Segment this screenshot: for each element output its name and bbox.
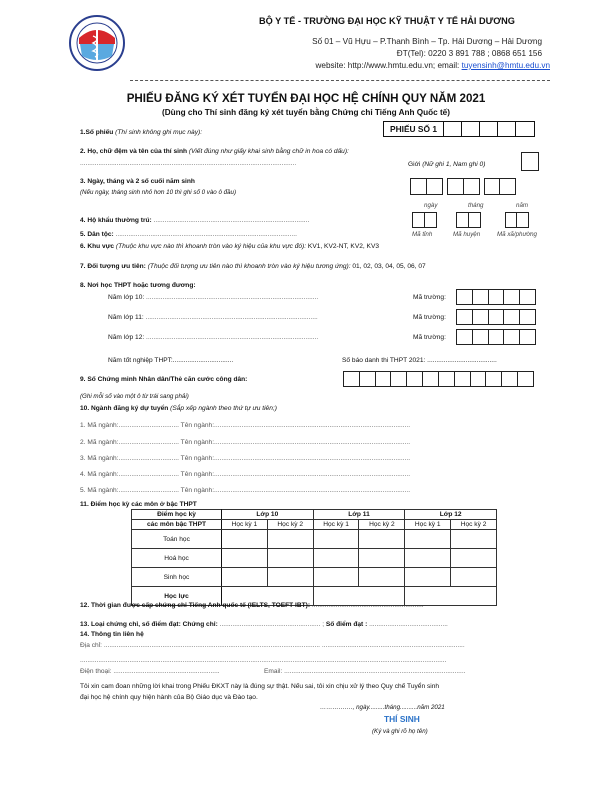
month-box[interactable] <box>447 178 464 195</box>
org-name: BỘ Y TẾ - TRƯỜNG ĐẠI HỌC KỸ THUẬT Y TẾ HẢI DƯƠNG <box>259 16 515 26</box>
s12-label: 12. Thời gian được cấp chứng chỉ Tiếng Anh quốc tế (IELTS, TOEFT IBT): <box>80 602 311 609</box>
id-digit-box[interactable] <box>454 371 471 387</box>
s11-label: 11. Điểm học kỳ các môn ở bậc THPT <box>80 501 197 508</box>
score-cell[interactable] <box>222 549 268 568</box>
pledge-line-1: Tôi xin cam đoan những lời khai trong Phiếu ĐKXT này là đúng sự thật. Nếu sai, tôi xin chịu xử lý theo Quy chế Tuyển sinh <box>80 683 440 690</box>
score-cell[interactable] <box>451 530 497 549</box>
term-header: Học kỳ 1 <box>405 520 451 530</box>
ticket-digit-box[interactable] <box>498 122 516 136</box>
s14-label: 14. Thông tin liên hệ <box>80 631 144 638</box>
s7-label: 7. Đối tượng ưu tiên: <box>80 263 146 270</box>
grade11-field[interactable]: .............................................................................................. <box>143 314 318 321</box>
email-link[interactable]: tuyensinh@hmtu.edu.vn <box>461 61 550 70</box>
gender-label <box>408 161 485 168</box>
grade-12-header: Lớp 12 <box>405 510 497 520</box>
major-row-3 <box>80 455 410 462</box>
s7-note: (Thuộc đối tượng ưu tiên nào thì khoanh tròn vào ký hiệu tương ứng): <box>145 263 351 270</box>
id-digit-box[interactable] <box>343 371 360 387</box>
major-name-field[interactable]: Tên ngành:........................................................................................................... <box>180 471 411 478</box>
birthdate-boxes <box>410 178 516 195</box>
subject-chemistry: Hoá học <box>132 549 222 568</box>
s2-label: 2. Họ, chữ đệm và tên của thí sinh <box>80 148 188 155</box>
major-code-field[interactable]: 5. Mã ngành:................................. <box>80 487 179 494</box>
section-5 <box>80 231 297 238</box>
graduation-year-field[interactable]: Năm tốt nghiệp THPT:................................. <box>108 357 234 364</box>
grade10-label: Năm lớp 10: <box>108 294 145 301</box>
province-caption: Mã tỉnh <box>412 231 433 238</box>
ticket-digit-box[interactable] <box>516 122 534 136</box>
ticket-label: PHIẾU SỐ 1 <box>384 122 444 136</box>
address-field-2[interactable]: ........................................................................................................................................................................................................ <box>80 657 447 664</box>
major-code-field[interactable]: 3. Mã ngành:................................. <box>80 455 179 462</box>
major-row-5 <box>80 487 410 494</box>
school-code-box[interactable] <box>519 309 536 325</box>
id-digit-box[interactable] <box>470 371 487 387</box>
org-website-line <box>316 61 551 70</box>
signature-note: (Ký và ghi rõ họ tên) <box>372 728 428 735</box>
id-digit-box[interactable] <box>438 371 455 387</box>
section-7 <box>80 263 426 270</box>
org-address: Số 01 – Vũ Hựu – P.Thanh Bình – Tp. Hải Dương – Hải Dương <box>312 37 542 46</box>
school-code-box[interactable] <box>472 309 489 325</box>
exam-id-field[interactable]: Số báo danh thi THPT 2021: ...................................... <box>342 357 497 364</box>
grade11-school <box>108 314 318 321</box>
score-cell[interactable] <box>451 568 497 587</box>
phone-field[interactable]: Điện thoại: .......................................................... <box>80 668 220 675</box>
major-row-1 <box>80 422 410 429</box>
id-digit-box[interactable] <box>517 371 534 387</box>
major-code-field[interactable]: 4. Mã ngành:................................. <box>80 471 179 478</box>
month-box[interactable] <box>463 178 480 195</box>
page-title: PHIẾU ĐĂNG KÝ XÉT TUYỂN ĐẠI HỌC HỆ CHÍNH QUY NĂM 2021 <box>126 92 486 105</box>
school-code-box[interactable] <box>488 309 505 325</box>
school-code-box[interactable] <box>503 329 520 345</box>
major-name-field[interactable]: Tên ngành:........................................................................................................... <box>180 439 411 446</box>
grade12-field[interactable]: .............................................................................................. <box>144 334 319 341</box>
signature-date[interactable]: ……………., ngày.........tháng..........năm 2021 <box>320 704 445 711</box>
id-digit-box[interactable] <box>422 371 439 387</box>
grade11-code-boxes <box>456 309 536 325</box>
s3-note: (Nếu ngày, tháng sinh nhỏ hơn 10 thì ghi số 0 vào ô đầu) <box>80 189 237 196</box>
section-10 <box>80 405 277 412</box>
id-digit-box[interactable] <box>375 371 392 387</box>
school-code-box[interactable] <box>488 289 505 305</box>
ethnicity-field[interactable]: ................................................................................................... <box>113 231 297 238</box>
section-13 <box>80 621 448 628</box>
school-code-box[interactable] <box>488 329 505 345</box>
grade11-code-label: Mã trường: <box>413 314 446 321</box>
grade10-school <box>108 294 318 301</box>
address-field[interactable]: Địa chỉ: ...................................................................................................................... .............................................................................. <box>80 642 465 649</box>
id-digit-box[interactable] <box>359 371 376 387</box>
day-box[interactable] <box>410 178 427 195</box>
score-cell[interactable] <box>313 530 359 549</box>
term-header: Học kỳ 1 <box>222 520 268 530</box>
cert-type-field[interactable]: ....................................................... ; <box>217 621 326 628</box>
score-cell[interactable] <box>222 530 268 549</box>
s1-note: (Thí sinh không ghi mục này): <box>113 129 203 136</box>
id-digit-box[interactable] <box>501 371 518 387</box>
score-cell[interactable] <box>359 549 405 568</box>
s8-label: 8. Nơi học THPT hoặc tương đương: <box>80 282 196 289</box>
major-code-field[interactable]: 2. Mã ngành:................................. <box>80 439 179 446</box>
gender-text: Giới <box>408 161 421 168</box>
grade10-field[interactable]: .............................................................................................. <box>144 294 319 301</box>
residence-field[interactable]: ..................................................................................... <box>151 217 310 224</box>
page-subtitle: (Dùng cho Thí sinh đăng ký xét tuyển bằng Chứng chỉ Tiếng Anh Quốc tế) <box>162 108 450 117</box>
cert-score-field[interactable]: ........................................... <box>367 621 448 628</box>
score-cell[interactable] <box>359 530 405 549</box>
ticket-number-box <box>383 121 535 137</box>
academic-rank-label: Học lực <box>132 587 222 606</box>
ticket-digit-box[interactable] <box>462 122 480 136</box>
section-6 <box>80 243 379 250</box>
school-code-box[interactable] <box>456 289 473 305</box>
s1-label: 1.Số phiếu <box>80 129 114 136</box>
grade10-code-boxes <box>456 289 536 305</box>
grade12-code-boxes <box>456 329 536 345</box>
major-row-4 <box>80 471 410 478</box>
signature-title: THÍ SINH <box>384 714 420 724</box>
s2-note: (Viết đúng như giấy khai sinh bằng chữ in hoa có dấu): <box>187 148 349 155</box>
email-field[interactable]: Email: ................................................................................................... <box>264 668 466 675</box>
school-code-box[interactable] <box>472 329 489 345</box>
gender-box[interactable] <box>521 152 539 171</box>
school-code-box[interactable] <box>456 329 473 345</box>
grade-10-header: Lớp 10 <box>222 510 314 520</box>
day-box[interactable] <box>426 178 443 195</box>
score-cell[interactable] <box>267 549 313 568</box>
ticket-digit-box[interactable] <box>444 122 462 136</box>
s3-label: 3. Ngày, tháng và 2 số cuối năm sinh <box>80 178 195 185</box>
grade-11-header: Lớp 11 <box>313 510 405 520</box>
grade12-code-label: Mã trường: <box>413 334 446 341</box>
score-cell[interactable] <box>359 568 405 587</box>
s9-note: (Ghi mỗi số vào một ô từ trái sang phải) <box>80 393 189 400</box>
year-box[interactable] <box>499 178 516 195</box>
district-code-box[interactable] <box>468 212 481 228</box>
grades-table <box>131 509 497 606</box>
area-code-boxes <box>412 212 529 228</box>
term-header: Học kỳ 2 <box>451 520 497 530</box>
header-separator <box>130 80 550 81</box>
s10-label: 10. Ngành đăng ký dự tuyển <box>80 405 169 412</box>
score-cell[interactable] <box>267 568 313 587</box>
website-text: website: http://www.hmtu.edu.vn; email: <box>315 61 462 70</box>
gender-note: (Nữ ghi 1, Nam ghi 0) <box>420 161 486 168</box>
s9-label: 9. Số Chứng minh Nhân dân/Thẻ căn cước công dân: <box>80 376 248 383</box>
school-code-box[interactable] <box>503 309 520 325</box>
day-caption: ngày <box>424 202 438 209</box>
month-caption: tháng <box>468 202 484 209</box>
university-logo <box>68 14 126 72</box>
ticket-digit-box[interactable] <box>480 122 498 136</box>
year-box[interactable] <box>484 178 501 195</box>
id-digit-box[interactable] <box>485 371 502 387</box>
fullname-field[interactable]: ...................................................................................................................... <box>80 160 297 167</box>
grade12-school <box>108 334 318 341</box>
id-digit-box[interactable] <box>406 371 423 387</box>
score-cell[interactable] <box>267 530 313 549</box>
table-head-1: Điểm học kỳ <box>132 510 222 520</box>
s13-label: 13. Loại chứng chỉ, số điểm đạt: Chứng chỉ: <box>80 621 218 628</box>
s6-label: 6. Khu vực <box>80 243 115 250</box>
grade12-label: Năm lớp 12: <box>108 334 145 341</box>
section-2 <box>80 148 349 155</box>
term-header: Học kỳ 2 <box>267 520 313 530</box>
score-cell[interactable] <box>405 568 451 587</box>
school-code-box[interactable] <box>519 289 536 305</box>
s6-note: (Thuộc khu vực nào thì khoanh tròn vào ký hiệu của khu vực đó): <box>114 243 307 250</box>
major-row-2 <box>80 439 410 446</box>
grade10-code-label: Mã trường: <box>413 294 446 301</box>
s5-label: 5. Dân tộc: <box>80 231 114 238</box>
term-header: Học kỳ 2 <box>359 520 405 530</box>
school-code-box[interactable] <box>503 289 520 305</box>
id-digit-box[interactable] <box>390 371 407 387</box>
major-code-field[interactable]: 1. Mã ngành:................................. <box>80 422 179 429</box>
subject-math: Toán học <box>132 530 222 549</box>
score-cell[interactable] <box>222 568 268 587</box>
ward-code-box[interactable] <box>516 212 529 228</box>
pledge-line-2: đại học hệ chính quy hiện hành của Bộ Giáo dục và Đào tạo. <box>80 694 258 701</box>
section-1 <box>80 129 202 136</box>
score-cell[interactable] <box>405 530 451 549</box>
region-options[interactable]: KV1, KV2-NT, KV2, KV3 <box>306 243 380 250</box>
school-code-box[interactable] <box>472 289 489 305</box>
major-name-field[interactable]: Tên ngành:........................................................................................................... <box>180 422 411 429</box>
section-12 <box>80 602 424 609</box>
school-code-box[interactable] <box>456 309 473 325</box>
year-caption: năm <box>516 202 529 209</box>
s4-label: 4. Hộ khẩu thường trú: <box>80 217 152 224</box>
priority-options[interactable]: 01, 02, 03, 04, 05, 06, 07 <box>350 263 426 270</box>
score-cell[interactable] <box>313 568 359 587</box>
major-name-field[interactable]: Tên ngành:........................................................................................................... <box>180 487 411 494</box>
ward-caption: Mã xã/phường <box>497 231 537 238</box>
s10-note: (Sắp xếp ngành theo thứ tự ưu tiên;) <box>168 405 277 412</box>
grade11-label: Năm lớp 11: <box>108 314 144 321</box>
district-caption: Mã huyện <box>453 231 481 238</box>
cert-date-field[interactable]: ............................................................. <box>310 602 424 609</box>
table-head-2: các môn bậc THPT <box>132 520 222 530</box>
school-code-box[interactable] <box>519 329 536 345</box>
score-label: Số điểm đạt : <box>325 621 368 628</box>
major-name-field[interactable]: Tên ngành:........................................................................................................... <box>180 455 411 462</box>
subject-biology: Sinh học <box>132 568 222 587</box>
score-cell[interactable] <box>405 549 451 568</box>
term-header: Học kỳ 1 <box>313 520 359 530</box>
province-code-box[interactable] <box>424 212 437 228</box>
score-cell[interactable] <box>451 549 497 568</box>
id-number-boxes <box>343 371 534 387</box>
score-cell[interactable] <box>313 549 359 568</box>
org-phone: ĐT(Tel): 0220 3 891 788 ; 0868 651 156 <box>396 49 542 58</box>
section-4 <box>80 217 309 224</box>
